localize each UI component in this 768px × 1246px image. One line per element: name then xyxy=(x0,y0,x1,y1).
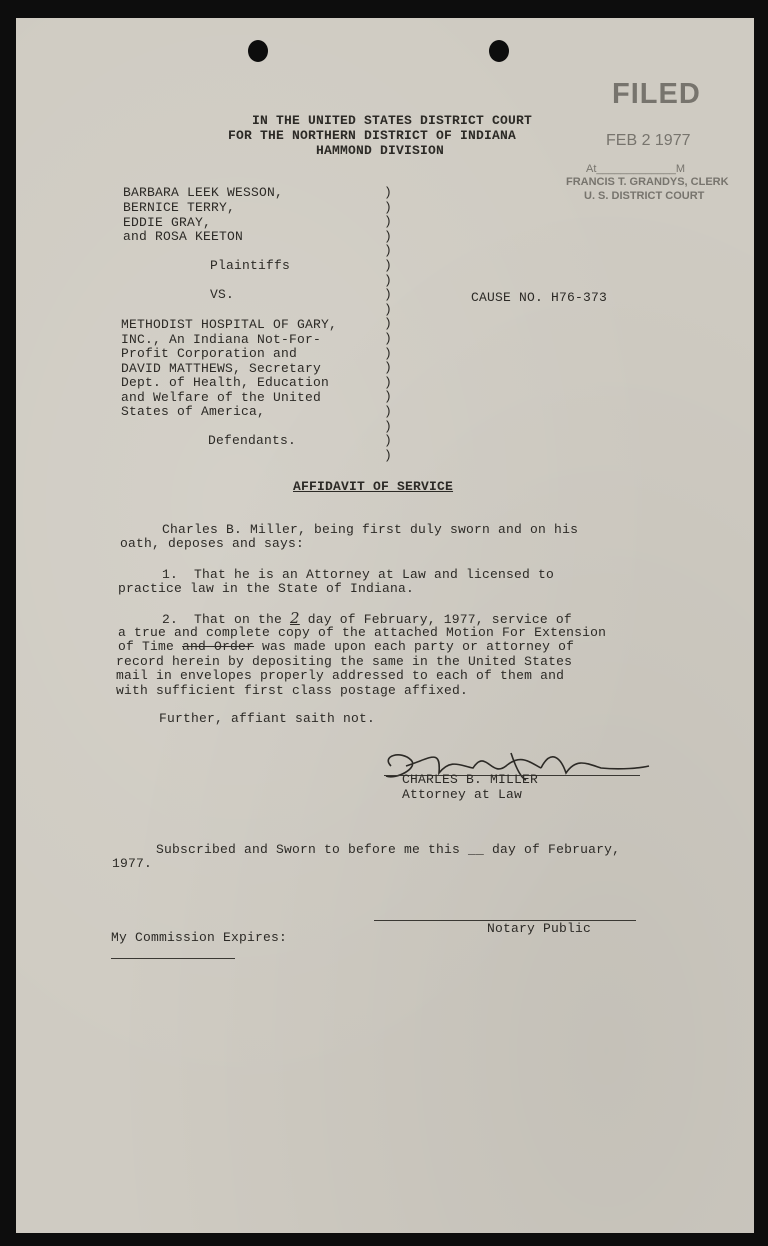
filed-stamp-clerk: FRANCIS T. GRANDYS, CLERK xyxy=(566,176,729,188)
filed-stamp-word: FILED xyxy=(612,78,701,110)
bracket: ) xyxy=(384,404,393,419)
signer-name: CHARLES B. MILLER xyxy=(402,772,539,787)
further-line: Further, affiant saith not. xyxy=(159,711,376,726)
struck-text: and Order xyxy=(182,639,255,654)
plaintiffs-label: Plaintiffs xyxy=(210,258,291,273)
punch-hole-left xyxy=(248,40,268,62)
bracket: ) xyxy=(384,433,393,449)
bracket: ) xyxy=(384,301,393,317)
paragraph-2-line xyxy=(118,640,574,655)
bracket: ) xyxy=(384,258,393,273)
court-heading-line3: HAMMOND DIVISION xyxy=(316,143,445,158)
handwritten-day: 2 xyxy=(290,609,300,627)
defendant-line: DAVID MATTHEWS, Secretary xyxy=(121,361,322,376)
plaintiff-name: EDDIE GRAY, xyxy=(123,215,212,230)
filed-stamp-court: U. S. DISTRICT COURT xyxy=(584,190,705,202)
bracket: ) xyxy=(384,360,393,376)
commission-line xyxy=(111,958,235,959)
plaintiff-name: BERNICE TERRY, xyxy=(123,200,236,215)
document-page xyxy=(16,18,754,1233)
plaintiff-name: BARBARA LEEK WESSON, xyxy=(123,185,284,200)
paragraph-2-line: record herein by depositing the same in the United States xyxy=(116,654,573,669)
bracket: ) xyxy=(384,185,393,200)
defendant-line: METHODIST HOSPITAL OF GARY, xyxy=(121,317,338,332)
intro-line: oath, deposes and says: xyxy=(120,536,305,551)
defendant-line: and Welfare of the United xyxy=(121,390,322,405)
court-heading-line1: IN THE UNITED STATES DISTRICT COURT xyxy=(252,113,533,128)
bracket: ) xyxy=(384,228,393,244)
bracket: ) xyxy=(384,214,393,230)
bracket: ) xyxy=(384,345,393,361)
defendant-line: Dept. of Health, Education xyxy=(121,375,330,390)
defendant-line: Profit Corporation and xyxy=(121,346,298,361)
filed-stamp-at: At_____________M xyxy=(586,163,686,175)
paragraph-2-text: was made upon each party or attorney of xyxy=(254,639,575,654)
plaintiff-name: and ROSA KEETON xyxy=(123,229,244,244)
bracket: ) xyxy=(384,447,393,463)
bracket: ) xyxy=(384,374,393,390)
filed-stamp-date: FEB 2 1977 xyxy=(606,132,691,149)
bracket: ) xyxy=(384,316,393,332)
versus-label: VS. xyxy=(210,287,235,302)
paragraph-2-text: 2. That on the xyxy=(162,612,291,627)
paragraph-2-line: with sufficient first class postage affixed. xyxy=(116,683,469,698)
notary-label: Notary Public xyxy=(487,921,592,936)
defendant-line: INC., An Indiana Not-For- xyxy=(121,332,322,347)
commission-label: My Commission Expires: xyxy=(111,930,288,945)
court-heading-line2: FOR THE NORTHERN DISTRICT OF INDIANA xyxy=(228,128,517,143)
paragraph-2-line: a true and complete copy of the attached Motion For Extension xyxy=(118,625,607,640)
punch-hole-right xyxy=(489,40,509,62)
paragraph-1-line: 1. That he is an Attorney at Law and licensed to xyxy=(162,567,555,582)
bracket: ) xyxy=(384,243,393,259)
jurat-line: 1977. xyxy=(112,856,153,871)
paragraph-2-text: of Time xyxy=(118,639,183,654)
defendants-label: Defendants. xyxy=(208,433,297,448)
bracket: ) xyxy=(384,418,393,434)
bracket: ) xyxy=(384,272,393,288)
document-title: AFFIDAVIT OF SERVICE xyxy=(293,479,454,494)
paragraph-1-line: practice law in the State of Indiana. xyxy=(118,581,415,596)
signer-title: Attorney at Law xyxy=(402,787,523,802)
intro-line: Charles B. Miller, being first duly sworn and on his xyxy=(162,522,579,537)
cause-number: CAUSE NO. H76-373 xyxy=(471,290,608,305)
bracket: ) xyxy=(384,199,393,215)
bracket: ) xyxy=(384,389,393,405)
bracket: ) xyxy=(384,331,393,346)
defendant-line: States of America, xyxy=(121,404,266,419)
paragraph-2-text: day of February, 1977, service of xyxy=(299,612,572,627)
jurat-line: Subscribed and Sworn to before me this __ day of February, xyxy=(156,842,621,857)
paragraph-2-line: mail in envelopes properly addressed to each of them and xyxy=(116,668,565,683)
bracket: ) xyxy=(384,287,393,303)
